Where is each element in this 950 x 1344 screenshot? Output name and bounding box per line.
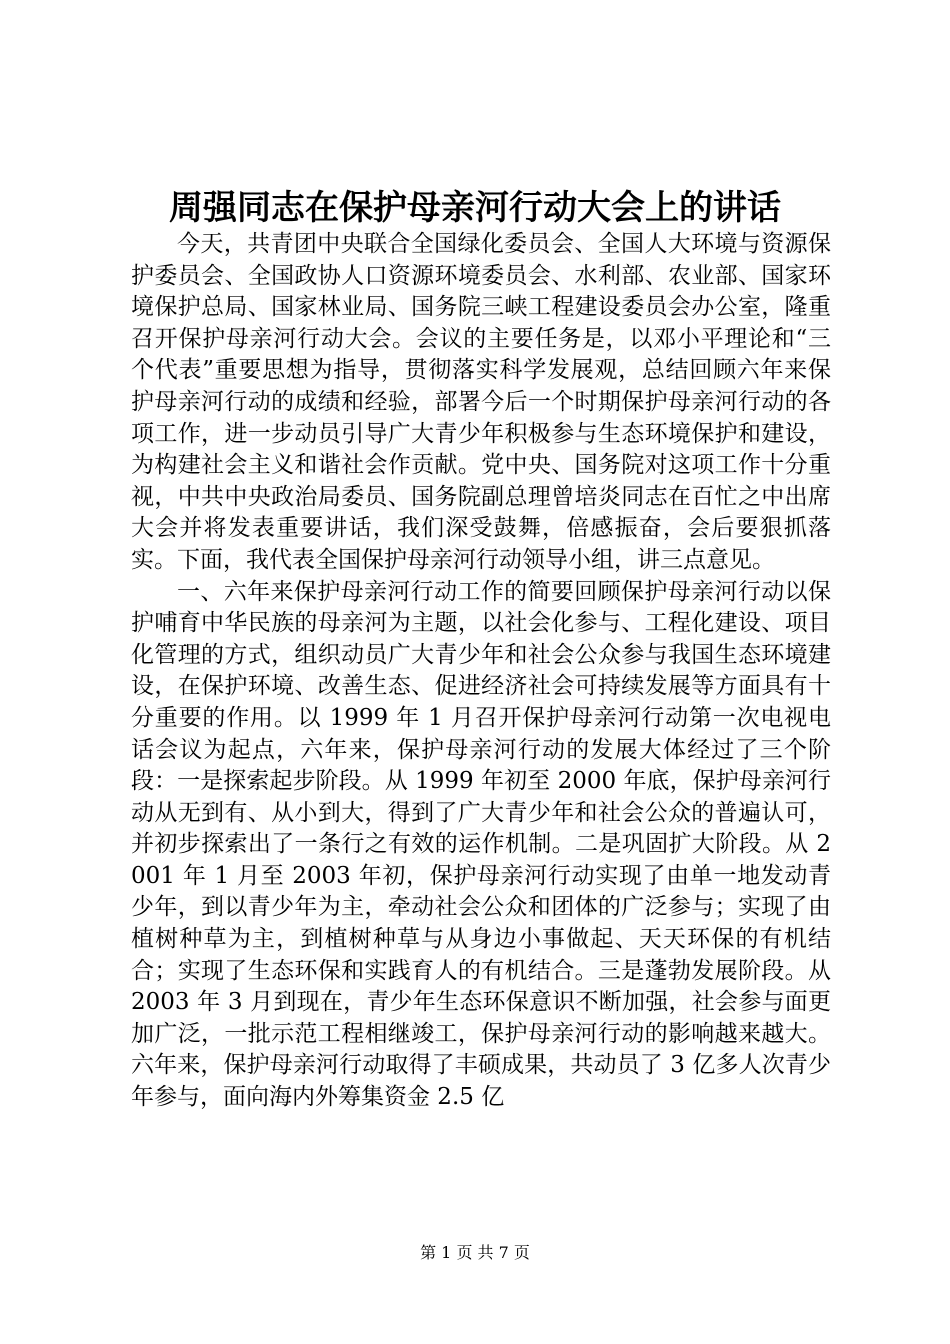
- paragraph-opening: 今天，共青团中央联合全国绿化委员会、全国人大环境与资源保护委员会、全国政协人口资源环境委员会、水利部、农业部、国家环境保护总局、国家林业局、国务院三峡工程建设委员会办公室，隆重召开保护母亲河行动大会。会议的主要任务是，以邓小平理论和“三个代表”重要思想为指导，贯彻落实科学发展观，总结回顾六年来保护母亲河行动的成绩和经验，部署今后一个时期保护母亲河行动的各项工作，进一步动员引导广大青少年积极参与生态环境保护和建设，为构建社会主义和谐社会作贡献。党中央、国务院对这项工作十分重视，中共中央政治局委员、国务院副总理曾培炎同志在百忙之中出席大会并将发表重要讲话，我们深受鼓舞，倍感振奋，会后要狠抓落实。下面，我代表全国保护母亲河行动领导小组，讲三点意见。: [131, 231, 831, 573]
- paragraph-review: 一、六年来保护母亲河行动工作的简要回顾保护母亲河行动以保护哺育中华民族的母亲河为主题，以社会化参与、工程化建设、项目化管理的方式，组织动员广大青少年和社会公众参与我国生态环境建设，在保护环境、改善生态、促进经济社会可持续发展等方面具有十分重要的作用。以 1999 年 1 月召开保护母亲河行动第一次电视电话会议为起点，六年来，保护母亲河行动的发展大体经过了三个阶段：一是探索起步阶段。从 1999 年初至 2000 年底，保护母亲河行动从无到有、从小到大，得到了广大青少年和社会公众的普遍认可，并初步探索出了一条行之有效的运作机制。二是巩固扩大阶段。从 2001 年 1 月至 2003 年初，保护母亲河行动实现了由单一地发动青少年，到以青少年为主，牵动社会公众和团体的广泛参与；实现了由植树种草为主，到植树种草与从身边小事做起、天天环保的有机结合；实现了生态环保和实践育人的有机结合。三是蓬勃发展阶段。从 2003 年 3 月到现在，青少年生态环保意识不断加强，社会参与面更加广泛，一批示范工程相继竣工，保护母亲河行动的影响越来越大。六年来，保护母亲河行动取得了丰硕成果，共动员了 3 亿多人次青少年参与，面向海内外筹集资金 2.5 亿: [131, 578, 831, 1111]
- document-title: 周强同志在保护母亲河行动大会上的讲话: [169, 188, 781, 228]
- page-footer: 第 1 页 共 7 页: [420, 1243, 530, 1262]
- document-body: [131, 229, 831, 1114]
